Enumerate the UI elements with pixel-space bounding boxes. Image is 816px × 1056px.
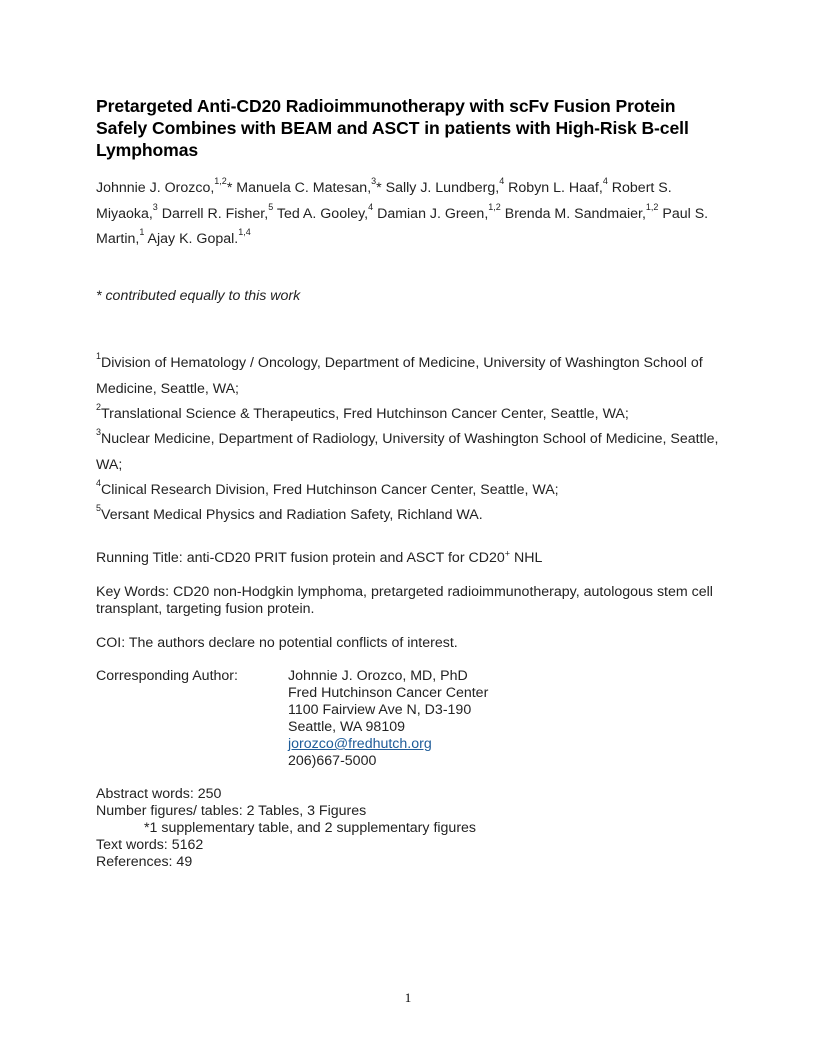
affiliation: $^4$Clinical Research Division, Fred Hutchinson Cancer Center, Seattle, WA; xyxy=(96,478,559,498)
author: Ted A. Gooley,$^4$ xyxy=(276,201,374,222)
key-words: Key Words: CD20 non-Hodgkin lymphoma, pretargeted radioimmunotherapy, autologous stem cell transplant, targeting fusion protein. xyxy=(96,584,713,617)
affiliation: $^5$Versant Medical Physics and Radiation Safety, Richland WA. xyxy=(96,503,483,523)
corresponding-institution: Fred Hutchinson Cancer Center xyxy=(288,685,489,701)
author: Damian J. Green,$^{1,2}$ xyxy=(377,201,501,222)
corresponding-address-line1: 1100 Fairview Ave N, D3-190 xyxy=(288,702,472,718)
coi-statement: COI: The authors declare no potential conflicts of interest. xyxy=(96,635,458,651)
abstract-word-count: Abstract words: 250 xyxy=(96,786,222,802)
author: Sally J. Lundberg,$^4$ xyxy=(385,176,505,196)
corresponding-email-link[interactable]: jorozco@fredhutch.org xyxy=(288,736,432,752)
equal-contribution-note: * contributed equally to this work xyxy=(96,288,301,304)
author: Darrell R. Fisher,$^5$ xyxy=(161,201,274,222)
text-word-count: Text words: 5162 xyxy=(96,837,204,853)
corresponding-phone: 206)667-5000 xyxy=(288,753,377,769)
affiliation: $^2$Translational Science & Therapeutics, Fred Hutchinson Cancer Center, Seattle, WA; xyxy=(96,402,629,422)
manuscript-counts xyxy=(96,786,476,871)
author: Paul S. Martin,$^1$ xyxy=(96,205,709,248)
author: Ajay K. Gopal.$^{1,4}$ xyxy=(147,227,251,248)
figures-tables-count: Number figures/ tables: 2 Tables, 3 Figures xyxy=(96,803,367,819)
author: Johnnie J. Orozco,$^{1,2}$* xyxy=(96,176,237,196)
author-list xyxy=(96,176,724,253)
author: Robert S. Miyaoka,$^3$ xyxy=(96,180,672,222)
affiliation: $^1$Division of Hematology / Oncology, Department of Medicine, University of Washington School of Medicine, Seattle, WA; xyxy=(96,351,703,397)
running-title: Running Title: anti-CD20 PRIT fusion protein and ASCT for CD20+ NHL xyxy=(96,548,543,566)
supplementary-count: *1 supplementary table, and 2 supplementary figures xyxy=(144,820,477,836)
reference-count: References: 49 xyxy=(96,854,193,870)
paper-title: Pretargeted Anti-CD20 Radioimmunotherapy with scFv Fusion Protein Safely Combines with BEAM and ASCT in patients with High-Risk B-cell Lymphomas xyxy=(96,96,689,160)
corresponding-address-line2: Seattle, WA 98109 xyxy=(288,719,405,735)
corresponding-name: Johnnie J. Orozco, MD, PhD xyxy=(288,668,468,684)
affiliation: $^3$Nuclear Medicine, Department of Radiology, University of Washington School of Medicine, Seattle, WA; xyxy=(96,427,719,473)
corresponding-author-block xyxy=(288,668,488,770)
author: Robyn L. Haaf,$^4$ xyxy=(508,176,608,196)
author: Manuela C. Matesan,$^3$* xyxy=(236,176,386,196)
corresponding-author-label: Corresponding Author: xyxy=(96,668,238,684)
page-number: 1 xyxy=(404,990,412,1005)
author: Brenda M. Sandmaier,$^{1,2}$ xyxy=(504,201,659,222)
